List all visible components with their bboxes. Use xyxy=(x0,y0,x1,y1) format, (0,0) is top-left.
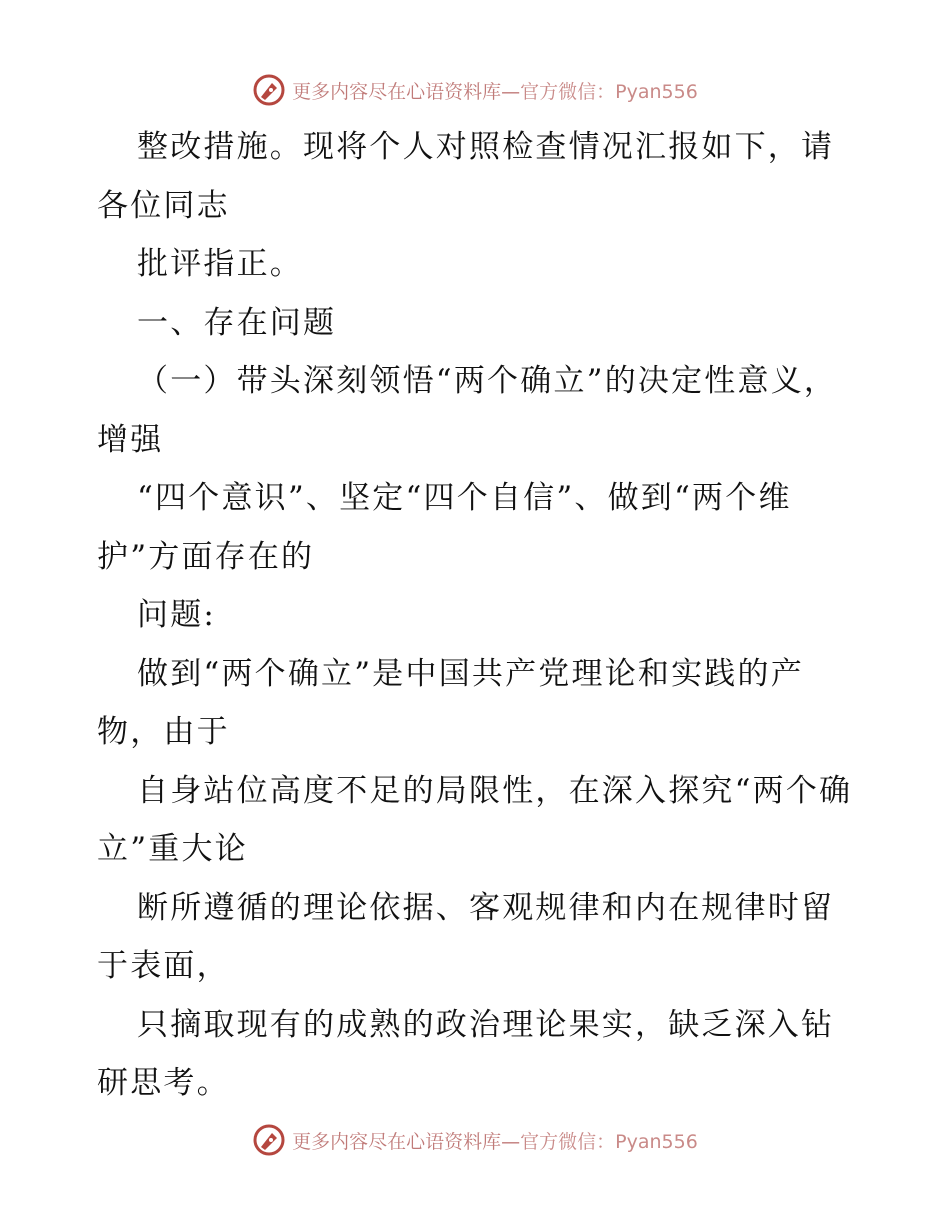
paragraph: 整改措施。现将个人对照检查情况汇报如下，请各位同志 xyxy=(97,129,835,224)
paragraph: 断所遵循的理论依据、客观规律和内在规律时留于表面， xyxy=(97,889,835,984)
paragraph: 批评指正。 xyxy=(137,246,303,282)
paragraph: 自身站位高度不足的局限性，在深入探究“两个确立”重大论 xyxy=(97,772,853,867)
watermark-text: 更多内容尽在心语资料库— xyxy=(292,80,521,103)
pen-nib-circle-icon xyxy=(252,1123,286,1157)
paragraph: 做到“两个确立”是中国共产党理论和实践的产物，由于 xyxy=(97,655,804,750)
document-body xyxy=(97,118,857,1113)
footer-watermark xyxy=(0,1120,950,1160)
paragraph: “四个意识”、坚定“四个自信”、做到“两个维护”方面存在的 xyxy=(97,480,792,575)
paragraph: 问题: xyxy=(137,597,217,633)
watermark-wechat: 官方微信：Pyan556 xyxy=(520,80,698,103)
watermark-text: 更多内容尽在心语资料库— xyxy=(292,1130,521,1153)
section-heading: 一、存在问题 xyxy=(137,304,337,341)
watermark-wechat: 官方微信：Pyan556 xyxy=(520,1130,698,1153)
paragraph: 只摘取现有的成熟的政治理论果实，缺乏深入钻研思考。 xyxy=(97,1006,835,1101)
subsection-heading: （一）带头深刻领悟“两个确立”的决定性意义，增强 xyxy=(97,363,838,458)
pen-nib-circle-icon xyxy=(252,73,286,107)
header-watermark xyxy=(0,70,950,110)
